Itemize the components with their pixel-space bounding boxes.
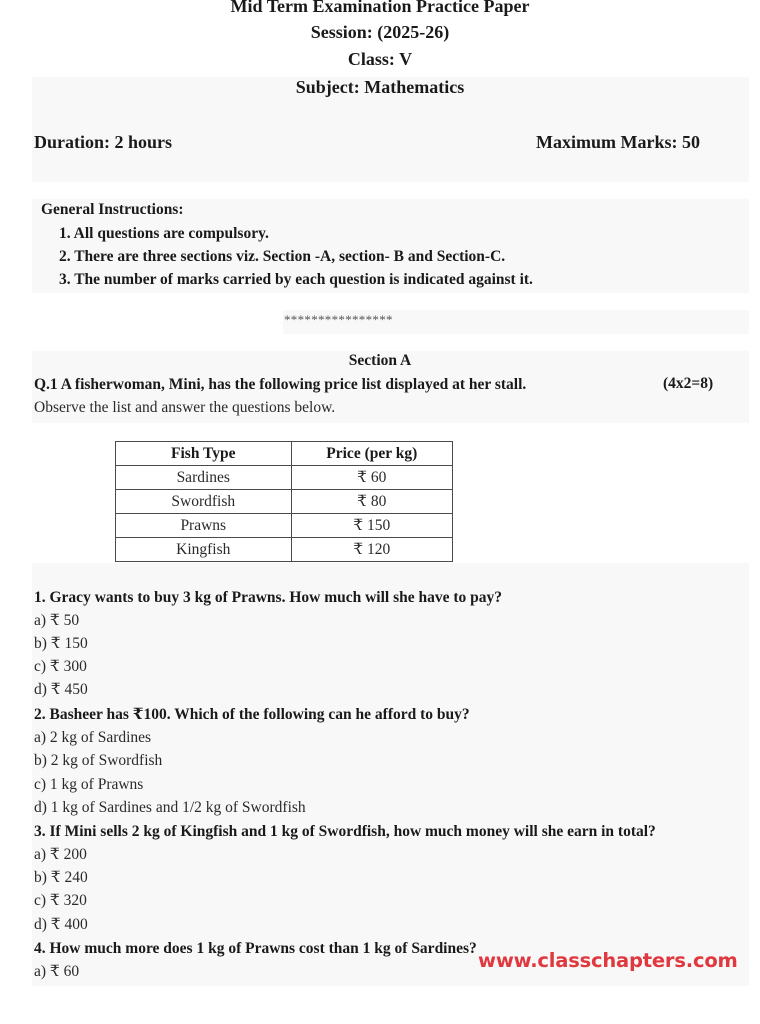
table-row: [116, 538, 453, 562]
table-header-price: Price (per kg): [291, 442, 452, 466]
question-4: 4. How much more does 1 kg of Prawns cost than 1 kg of Sardines?: [34, 940, 477, 957]
fish-type-cell: Prawns: [116, 514, 292, 538]
price-cell: ₹ 60: [291, 466, 452, 490]
table-row: [116, 490, 453, 514]
table-header-fish-type: Fish Type: [116, 442, 292, 466]
separator-asterisks: ****************: [284, 312, 393, 327]
q1-stem: Q.1 A fisherwoman, Mini, has the following price list displayed at her stall.: [34, 376, 527, 393]
table-header-row: [116, 442, 453, 466]
option: c) 1 kg of Prawns: [34, 776, 144, 793]
option: a) ₹ 200: [34, 846, 87, 863]
q1-marks: (4x2=8): [663, 375, 714, 392]
instruction-item: 1. All questions are compulsory.: [59, 225, 269, 242]
price-cell: ₹ 150: [291, 514, 452, 538]
section-a-heading: Section A: [348, 352, 412, 369]
option: a) 2 kg of Sardines: [34, 729, 152, 746]
table-row: [116, 466, 453, 490]
question-3: 3. If Mini sells 2 kg of Kingfish and 1 kg of Swordfish, how much money will she earn in total?: [34, 823, 656, 840]
option: d) ₹ 400: [34, 916, 88, 933]
option: d) ₹ 450: [34, 681, 88, 698]
price-cell: ₹ 80: [291, 490, 452, 514]
q1-instruction: Observe the list and answer the questions below.: [34, 399, 336, 416]
price-cell: ₹ 120: [291, 538, 452, 562]
option: b) 2 kg of Swordfish: [34, 752, 163, 769]
duration-label: Duration: 2 hours: [34, 132, 173, 152]
fish-type-cell: Kingfish: [116, 538, 292, 562]
instructions-heading: General Instructions:: [41, 201, 184, 218]
option: c) ₹ 320: [34, 892, 87, 909]
instruction-item: 2. There are three sections viz. Section -A, section- B and Section-C.: [59, 248, 506, 265]
question-1: 1. Gracy wants to buy 3 kg of Prawns. How much will she have to pay?: [34, 589, 503, 606]
table-row: [116, 514, 453, 538]
question-2: 2. Basheer has ₹100. Which of the following can he afford to buy?: [34, 706, 470, 723]
fish-type-cell: Sardines: [116, 466, 292, 490]
instruction-item: 3. The number of marks carried by each question is indicated against it.: [59, 271, 533, 288]
option: b) ₹ 150: [34, 635, 88, 652]
option: c) ₹ 300: [34, 658, 87, 675]
fish-price-table: [115, 441, 453, 562]
subject-label: Subject: Mathematics: [295, 77, 465, 97]
session-label: Session: (2025-26): [310, 22, 450, 42]
option: a) ₹ 50: [34, 612, 80, 629]
watermark-link[interactable]: www.classchapters.com: [478, 949, 738, 972]
max-marks-label: Maximum Marks: 50: [536, 132, 700, 152]
option: d) 1 kg of Sardines and 1/2 kg of Swordfish: [34, 799, 306, 816]
class-label: Class: V: [347, 49, 413, 69]
paper-title: Mid Term Examination Practice Paper: [230, 0, 530, 16]
fish-type-cell: Swordfish: [116, 490, 292, 514]
option: a) ₹ 60: [34, 963, 80, 980]
option: b) ₹ 240: [34, 869, 88, 886]
